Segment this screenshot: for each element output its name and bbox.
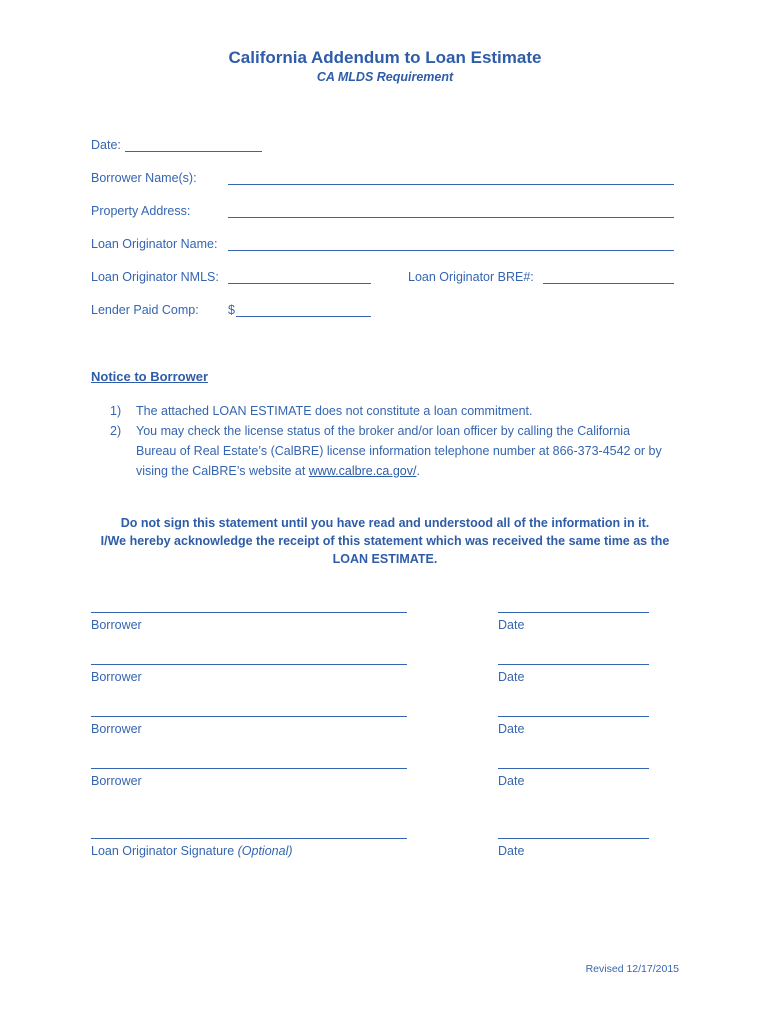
notice-item-number: 2) [110,424,122,438]
revision-date: Revised 12/17/2015 [585,963,679,975]
acknowledgement-statement [80,514,690,568]
borrower-names-label: Borrower Name(s): [91,171,197,185]
statement-line: LOAN ESTIMATE. [332,552,438,566]
lo-signature-line[interactable] [91,838,407,839]
signature-date-line[interactable] [498,612,649,613]
property-address-label: Property Address: [91,204,191,218]
notice-item-1 [110,401,680,421]
signature-date-label: Date [498,774,525,788]
notice-list [110,401,680,481]
borrower-signature-line[interactable] [91,716,407,717]
signature-date-line[interactable] [498,768,649,769]
property-address-field[interactable] [228,203,674,218]
lo-signature-label-text: Loan Originator Signature [91,844,238,858]
borrower-signature-label: Borrower [91,618,142,632]
notice-heading: Notice to Borrower [91,369,209,384]
borrower-signature-label: Borrower [91,722,142,736]
document-title: California Addendum to Loan Estimate [228,48,542,67]
borrower-names-field[interactable] [228,170,674,185]
borrower-signature-label: Borrower [91,670,142,684]
notice-item-text-line: You may check the license status of the broker and/or loan officer by calling the California [136,424,631,438]
date-label: Date: [91,138,121,152]
notice-item-text-line: Bureau of Real Estate’s (CalBRE) license information telephone number at 866-373-4542 or by [136,444,662,458]
notice-item-2 [110,421,680,481]
borrower-signature-line[interactable] [91,612,407,613]
signature-date-line[interactable] [498,716,649,717]
currency-symbol: $ [228,303,235,317]
calbre-website-link[interactable]: www.calbre.ca.gov/ [308,464,417,478]
borrower-signature-label: Borrower [91,774,142,788]
signature-date-label: Date [498,670,525,684]
lo-name-label: Loan Originator Name: [91,237,218,251]
borrower-signature-line[interactable] [91,768,407,769]
signature-date-label: Date [498,844,525,858]
notice-item-text: . [416,464,420,478]
document-subtitle: CA MLDS Requirement [316,70,454,84]
lender-paid-comp-field[interactable] [236,302,371,317]
signature-date-label: Date [498,722,525,736]
statement-line: Do not sign this statement until you have read and understood all of the information in it. [120,516,650,530]
optional-note: (Optional) [237,844,293,858]
signature-date-line[interactable] [498,838,649,839]
notice-item-text: The attached LOAN ESTIMATE does not constitute a loan commitment. [136,404,533,418]
lo-signature-label [91,844,293,858]
lo-bre-field[interactable] [543,269,674,284]
lo-nmls-label: Loan Originator NMLS: [91,270,219,284]
signature-date-line[interactable] [498,664,649,665]
statement-line: I/We hereby acknowledge the receipt of this statement which was received the same time as the [100,534,670,548]
date-field[interactable] [125,137,262,152]
lo-name-field[interactable] [228,236,674,251]
lo-bre-label: Loan Originator BRE#: [408,270,534,284]
borrower-signature-line[interactable] [91,664,407,665]
notice-item-text: vising the CalBRE’s website at [136,464,309,478]
signature-date-label: Date [498,618,525,632]
lo-nmls-field[interactable] [228,269,371,284]
lender-paid-comp-label: Lender Paid Comp: [91,303,199,317]
notice-item-text-line [136,461,680,481]
notice-item-number: 1) [110,404,122,418]
